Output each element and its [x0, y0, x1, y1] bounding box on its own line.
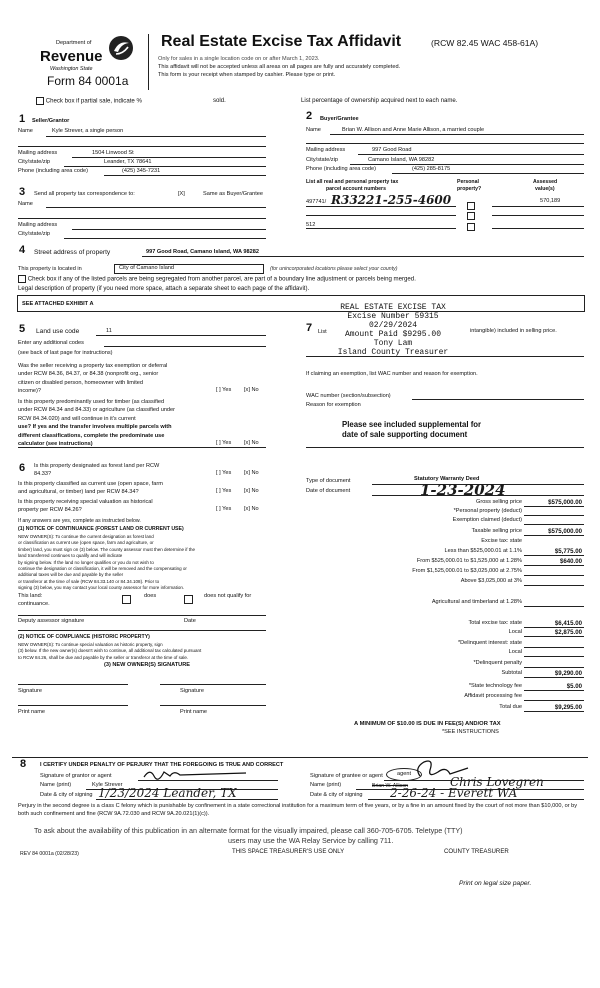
total-excise-state-value[interactable]: $6,415.00 — [554, 620, 582, 627]
section-7-number: 7 — [306, 322, 313, 334]
located-value: City of Camano Island — [119, 265, 175, 271]
notice-continuance-heading: (1) NOTICE OF CONTINUANCE (FOREST LAND OR CURRENT USE) — [18, 526, 184, 532]
tier-2-tax-label: From $525,000.01 to $1,525,000 at 1.28% — [416, 558, 522, 564]
legal-description-box[interactable] — [17, 295, 585, 312]
treasurer-use-label: THIS SPACE TREASURER'S USE ONLY — [232, 848, 345, 855]
current-use-yes[interactable]: [ ] Yes — [216, 488, 232, 494]
continuance-label: continuance. — [18, 601, 50, 607]
grantor-signature-scribble[interactable] — [140, 766, 250, 780]
buyer-name[interactable]: Brian W. Allison and Anne Marie Allison, a married couple — [342, 127, 485, 133]
segregated-checkbox[interactable] — [18, 275, 26, 283]
delinquent-interest-local-label: Local — [508, 649, 522, 655]
alt-format-note-1: To ask about the availability of this publication in an alternate format for the visually impaired, please call 360-705-6705. Teletype (TTY) — [34, 826, 463, 835]
seller-name[interactable]: Kyle Strever, a single person — [52, 128, 124, 134]
current-use-no[interactable]: [x] No — [244, 488, 259, 494]
corr-name-label: Name — [18, 201, 33, 207]
section-7-label: List — [318, 329, 327, 335]
grantor-print-label: Name (print) — [40, 782, 72, 788]
header-note-2: This affidavit will not be accepted unless all areas on all pages are fully and accurately completed. — [158, 64, 401, 70]
current-use-question: Is this property classified as current use (open space, farm and agricultural, or timber) land per RCW 84.34? — [18, 481, 163, 496]
legal-size-note: Print on legal size paper. — [459, 880, 532, 887]
doc-type-label: Type of document — [306, 478, 351, 484]
personal-head-2: property? — [457, 186, 482, 192]
seller-city[interactable]: Leander, TX 78641 — [104, 159, 152, 165]
street-label: Street address of property — [34, 249, 111, 256]
forest-no[interactable]: [x] No — [244, 470, 259, 476]
historic-yes[interactable]: [ ] Yes — [216, 506, 232, 512]
subtotal-label: Subtotal — [501, 670, 522, 676]
parcel-1-prefix: 497741/ — [306, 199, 327, 205]
header-note-1: Only for sales in a single location code on or after March 1, 2023. — [158, 56, 320, 62]
gross-selling-price-label: Gross selling price — [475, 499, 522, 505]
corr-city-label: City/state/zip — [18, 231, 51, 237]
partial-sale-row — [36, 97, 142, 105]
grantee-print-handwritten[interactable]: Chris Lovegren — [450, 775, 544, 789]
seller-heading: Seller/Grantor — [32, 118, 70, 124]
minimum-fee-note: A MINIMUM OF $10.00 IS DUE IN FEE(S) AND/OR TAX — [354, 721, 501, 727]
buyer-city[interactable]: Camano Island, WA 98282 — [368, 157, 435, 163]
does-not-qualify-checkbox[interactable] — [184, 591, 193, 609]
alt-format-note-2: users may use the WA Relay Service by calling 711. — [228, 836, 394, 845]
owner-print-name-label-1: Print name — [18, 709, 46, 715]
does-label: does — [144, 593, 157, 599]
section-7-tail: intangible) included in selling price. — [470, 328, 557, 334]
see-instructions-note: *SEE INSTRUCTIONS — [442, 729, 499, 735]
partial-sale-label: Check box if partial sale, indicate % — [45, 97, 142, 105]
taxable-selling-price-label: Taxable selling price — [471, 528, 522, 534]
owner-print-name-label-2: Print name — [180, 709, 208, 715]
segregated-row — [18, 275, 416, 283]
state-technology-fee-label: *State technology fee — [468, 683, 522, 689]
does-qualify-checkbox[interactable] — [122, 591, 131, 609]
tier-2-tax-value[interactable]: $640.00 — [559, 558, 582, 565]
notice-compliance-heading: (2) NOTICE OF COMPLIANCE (HISTORIC PROPERTY) — [18, 634, 150, 640]
assessed-value-1[interactable]: 570,189 — [540, 198, 561, 204]
section-1-number: 1 — [19, 113, 26, 125]
agent-circle: agent — [386, 768, 422, 781]
seller-city-label: City/state/zip — [18, 159, 51, 165]
supplemental-note-1: Please see included supplemental for — [342, 420, 482, 429]
subtotal-value[interactable]: $9,290.00 — [554, 670, 582, 677]
wac-label: WAC number (section/subsection) — [306, 393, 391, 399]
notice-continuance-body: NEW OWNER(S): To continue the current designation as forest land or classification as current use (open space, farm and agriculture, or timber) land, you must sign on (3) below. The county assessor must then determine if the land transferred continues to qualify and will indicate by signing below. If the land no longer qualifies or you do not wish to continue the designation or classification, it will be removed and the compensating or additional taxes will be due and payable by the seller or transferor at the time of sale (RCW 84.33.140 or 84.34.108). Prior to signing (3) below, you may contact your local county assessor for more information. — [18, 534, 196, 591]
deputy-assessor-label: Deputy assessor signature — [18, 618, 85, 624]
timber-question: Is this property predominantly used for timber (as classified under RCW 84.34 and 84.33) or agriculture (as classified under RCW 84.34.020) and will continue in it's current use? If yes and the transfer involves multiple parcels with different classifications, complete the predominate use calculator (see instructions) — [18, 399, 176, 448]
buyer-phone-label: Phone (including area code) — [306, 166, 376, 172]
state-line: Washington State — [50, 66, 93, 72]
section-6-number: 6 — [19, 462, 26, 474]
forest-yes[interactable]: [ ] Yes — [216, 470, 232, 476]
new-owner-signature-heading: (3) NEW OWNER(S) SIGNATURE — [104, 662, 190, 668]
parcel-head-2: parcel account numbers — [326, 186, 386, 192]
taxable-selling-price-value[interactable]: $575,000.00 — [548, 528, 582, 535]
grantor-date-city[interactable]: 1/23/2024 Leander, TX — [98, 786, 237, 800]
located-select[interactable] — [114, 264, 264, 274]
exemption-claimed-label: Exemption claimed (deduct) — [452, 517, 522, 523]
owner-signature-label-1: Signature — [18, 688, 42, 694]
reason-label: Reason for exemption — [306, 402, 361, 408]
ag-timber-tax-label: Agricultural and timberland at 1.28% — [431, 599, 522, 605]
land-use-code[interactable]: 11 — [106, 328, 112, 334]
see-back-note: (see back of last page for instructions) — [18, 350, 113, 356]
seller-address[interactable]: 1504 Linwood St — [92, 150, 134, 156]
stamp-date: 02/29/2024 — [368, 321, 417, 330]
section-4-number: 4 — [19, 244, 26, 256]
delinquent-interest-state-label: *Delinquent interest: state — [457, 640, 522, 646]
deputy-date-label: Date — [184, 618, 196, 624]
affidavit-processing-fee-label: Affidavit processing fee — [464, 693, 522, 699]
grantor-date-label: Date & city of signing — [40, 792, 93, 798]
any-yes-note: If any answers are yes, complete as instructed below. — [18, 518, 141, 524]
does-not-label: does not qualify for — [204, 593, 252, 599]
timber-yes[interactable]: [ ] Yes — [216, 440, 232, 446]
forest-question: Is this property designated as forest land per RCW 84.33? — [34, 463, 160, 478]
personal-head-1: Personal — [457, 179, 479, 185]
dor-swirl-icon — [107, 34, 135, 62]
buyer-address[interactable]: 997 Good Road — [372, 147, 412, 153]
exemption-yes[interactable]: [ ] Yes — [216, 387, 232, 393]
doc-date-handwritten[interactable]: 1-23-2024 — [420, 481, 506, 499]
legal-desc-label: Legal description of property (if you need more space, attach a separate sheet to each page of the affidavit). — [18, 285, 310, 292]
parcel-2[interactable]: 512 — [306, 222, 316, 228]
timber-no[interactable]: [x] No — [244, 440, 259, 446]
gross-selling-price-value[interactable]: $575,000.00 — [548, 499, 582, 506]
delinquent-penalty-label: *Delinquent penalty — [473, 660, 522, 666]
exemption-question: Was the seller receiving a property tax exemption or deferral under RCW 84.36, 84.37, or 84.38 (nonprofit org., senior citizen or disabled person, homeowner with limited income)? — [18, 363, 168, 395]
certify-heading: I CERTIFY UNDER PENALTY OF PERJURY THAT THE FOREGOING IS TRUE AND CORRECT — [40, 762, 284, 768]
dept-line: Department of — [56, 40, 92, 46]
county-treasurer-label: COUNTY TREASURER — [444, 848, 509, 855]
corr-address-label: Mailing address — [18, 222, 58, 228]
total-excise-local-value[interactable]: $2,875.00 — [554, 629, 582, 636]
additional-codes-label: Enter any additional codes — [18, 340, 84, 346]
personal-property-label: *Personal property (deduct) — [453, 508, 522, 514]
legal-exhibit: SEE ATTACHED EXHIBIT A — [22, 301, 94, 307]
section-5-number: 5 — [19, 323, 26, 335]
tier-4-tax-label: Above $3,025,000 at 3% — [460, 578, 522, 584]
perjury-warning: Perjury in the second degree is a class C felony which is punishable by confinement in a state correctional institution for a maximum term of five years, or by a fine in an amount fixed by the court of not more than $10,000, or by both such confinement and fine (RCW 9A.72.030 and RCW 9A.20.021(1)(c)). — [18, 803, 578, 818]
section-2-number: 2 — [306, 110, 313, 122]
located-label: This property is located in — [18, 266, 82, 272]
same-as-buyer-mark[interactable]: [X] — [178, 191, 185, 197]
section-3-number: 3 — [19, 186, 26, 198]
grantee-signature-label: Signature of grantee or agent — [310, 773, 383, 779]
claim-exemption-label: If claiming an exemption, list WAC number and reason for exemption. — [306, 371, 478, 377]
grantor-print-name[interactable]: Kyle Strever — [92, 782, 123, 788]
stamp-line-1: REAL ESTATE EXCISE TAX — [340, 303, 446, 312]
notice-compliance-body: NEW OWNER(S): To continue special valuation as historic property, sign (3) below. If the new owner(s) doesn't wish to continue, all additional tax calculated pursuant to RCW 84.26, shall be due and payable by the seller or transferor at the time of sale. — [18, 642, 202, 660]
total-due-value[interactable]: $9,295.00 — [554, 704, 582, 711]
header-note-3: This form is your receipt when stamped by cashier. Please type or print. — [158, 72, 336, 78]
tier-3-tax-label: From $1,525,000.01 to $3,025,000 at 2.75% — [412, 568, 522, 574]
doc-type[interactable]: Statutory Warranty Deed — [414, 476, 480, 482]
grantee-date-label: Date & city of signing — [310, 792, 363, 798]
tier-1-tax-label: Less than $525,000.01 at 1.1% — [444, 548, 522, 554]
parcel-1-handwritten[interactable]: R33221-255-4600 — [331, 193, 452, 207]
buyer-heading: Buyer/Grantee — [320, 116, 359, 122]
land-use-label: Land use code — [36, 328, 80, 335]
buyer-phone[interactable]: (425) 285-8175 — [412, 166, 451, 172]
personal-3-checkbox[interactable] — [467, 218, 475, 236]
revision-code: REV 84 0001a (02/28/23) — [20, 851, 79, 857]
parcel-head-1: List all real and personal property tax — [306, 179, 399, 185]
grantee-print-struck: Brian W. Allison — [372, 783, 409, 789]
doc-date-label: Date of document — [306, 488, 351, 494]
rcw-cite: (RCW 82.45 WAC 458-61A) — [431, 38, 539, 48]
buyer-city-label: City/state/zip — [306, 157, 339, 163]
excise-stamp — [318, 303, 468, 357]
seller-phone-label: Phone (including area code) — [18, 168, 88, 174]
total-due-label: Total due — [499, 704, 522, 710]
same-as-buyer-label: Same as Buyer/Grantee — [203, 191, 264, 197]
stamp-amount: Amount Paid $9295.00 — [344, 330, 441, 339]
ownership-pct-label: List percentage of ownership acquired next to each name. — [301, 97, 458, 104]
state-technology-fee-value[interactable]: $5.00 — [566, 683, 582, 690]
total-excise-local-label: Local — [508, 629, 522, 635]
segregated-label: Check box if any of the listed parcels are being segregated from another parcel, are part of a boundary line adjustment or parcels being merged. — [27, 275, 416, 283]
stamp-treasurer-title: Island County Treasurer — [337, 348, 449, 357]
grantee-print-label: Name (print) — [310, 782, 342, 788]
historic-question: Is this property receiving special valuation as historical property per RCW 84.26? — [18, 499, 153, 514]
seller-name-label: Name — [18, 128, 33, 134]
sold-label: sold. — [213, 97, 226, 104]
historic-no[interactable]: [x] No — [244, 506, 259, 512]
assessed-head-2: value(s) — [535, 186, 555, 192]
header-divider — [148, 34, 149, 90]
form-number: Form 84 0001a — [47, 74, 129, 88]
stamp-excise-number: Excise Number 59315 — [347, 312, 439, 321]
excise-tax-state-label: Excise tax: state — [481, 538, 522, 544]
supplemental-note-2: date of sale supporting document — [342, 430, 468, 439]
revenue-wordmark: Revenue — [40, 48, 103, 65]
street-address[interactable]: 997 Good Road, Camano Island, WA 98282 — [146, 249, 259, 255]
page-title: Real Estate Excise Tax Affidavit — [161, 33, 402, 50]
seller-phone[interactable]: (425) 345-7231 — [122, 168, 161, 174]
owner-signature-label-2: Signature — [180, 688, 204, 694]
buyer-address-label: Mailing address — [306, 147, 346, 153]
total-excise-state-label: Total excise tax: state — [468, 620, 522, 626]
tier-1-tax-value[interactable]: $5,775.00 — [554, 548, 582, 555]
assessed-head-1: Assessed — [533, 179, 558, 185]
unincorporated-note: (for unincorporated locations please select your county) — [270, 266, 398, 272]
stamp-treasurer-name: Tony Lam — [373, 339, 413, 348]
grantor-signature-label: Signature of grantor or agent — [40, 773, 112, 779]
seller-address-label: Mailing address — [18, 150, 58, 156]
exemption-no[interactable]: [x] No — [244, 387, 259, 393]
partial-sale-checkbox[interactable] — [36, 97, 44, 105]
this-land-label: This land: — [18, 593, 43, 599]
grantee-date-city[interactable]: 2-26-24 - Everett WA — [390, 786, 518, 800]
buyer-name-label: Name — [306, 127, 321, 133]
correspondence-label: Send all property tax correspondence to: — [34, 191, 135, 197]
section-8-number: 8 — [20, 758, 27, 770]
